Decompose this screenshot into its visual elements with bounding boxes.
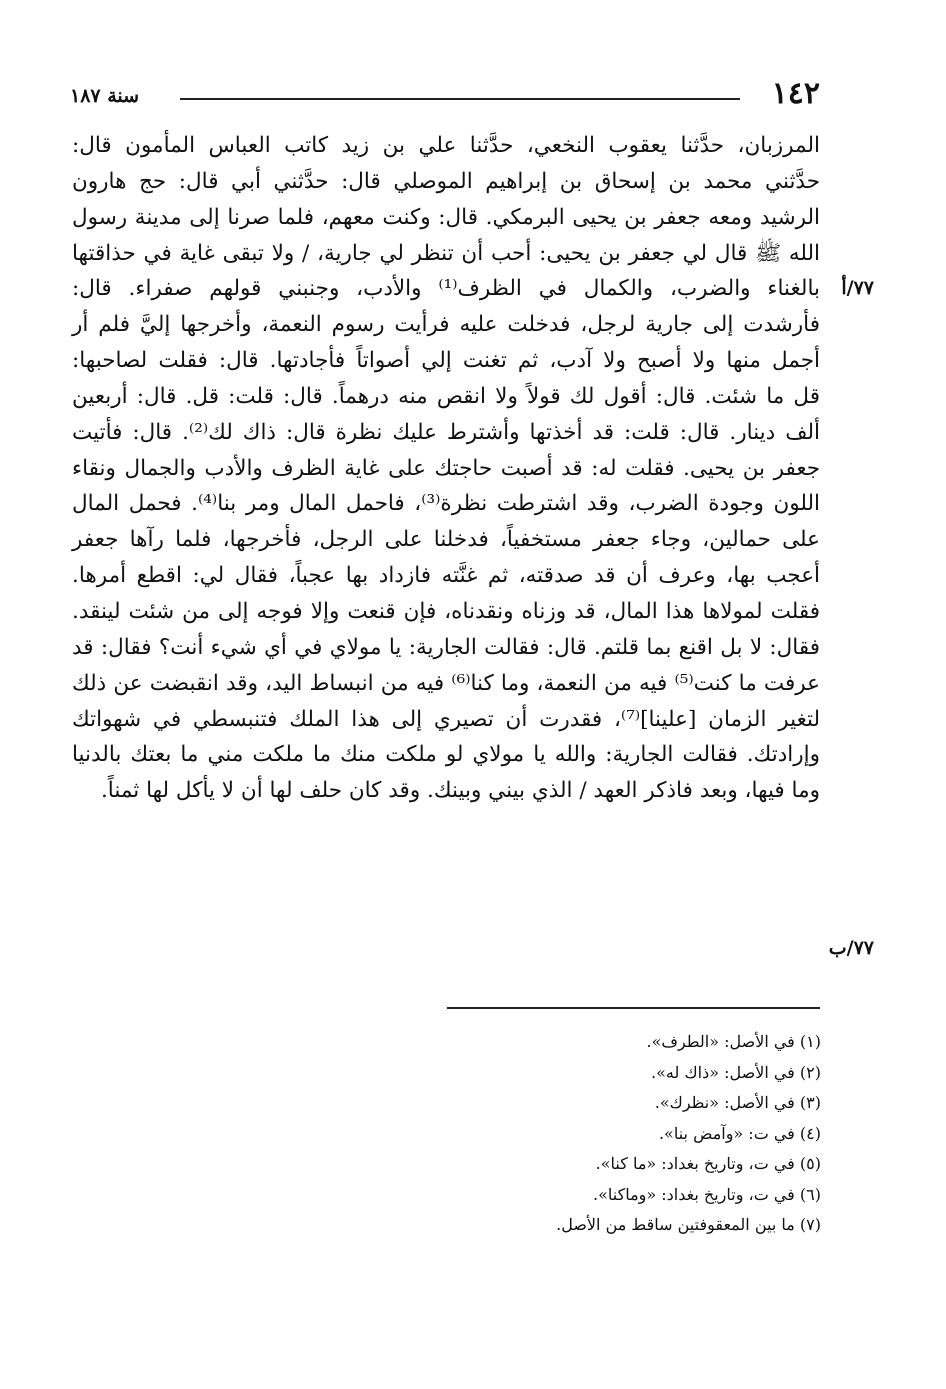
footnote: (٢) في الأصل: «ذاك له». — [651, 1062, 821, 1082]
text-line: وما فيها، وبعد فاذكر العهد / الذي بيني وبينك. وقد كان حلف لها أن لا يأكل لها ثمناً. — [100, 778, 820, 804]
footnotes — [321, 1027, 821, 1241]
text-line: اللون وجودة الضرب، وقد اشترطت نظرة⁽³⁾، فاحمل المال ومر بنا⁽⁴⁾. فحمل المال — [72, 491, 821, 517]
footnote: (٤) في ت: «وآمض بنا». — [658, 1123, 821, 1143]
text-line: ألف دينار. قال: قلت: قد أخذتها وأشترط عليك نظرة قال: ذاك لك⁽²⁾. قال: فأتيت — [72, 419, 821, 445]
running-title: سنة ١٨٧ — [70, 85, 140, 107]
text-line: لتغير الزمان [علينا]⁽⁷⁾، فقدرت أن تصيري إلى هذا الملك فتنبسطي في شهواتك — [72, 706, 820, 732]
page-header — [70, 76, 820, 116]
text-line: الله ﷺ قال لي جعفر بن يحيى: أحب أن تنظر لي جارية، / ولا تبقى غاية في حذاقتها — [72, 240, 820, 266]
text-line: أجمل منها ولا أصبح ولا آدب، ثم تغنت إلي أصواتاً فأجادتها. قال: فقلت لصاحبها: — [72, 348, 820, 374]
footnote: (٧) ما بين المعقوفتين ساقط من الأصل. — [556, 1215, 821, 1234]
margin-folio-ref: ٧٧/أ — [841, 277, 874, 299]
page-number: ١٤٢ — [771, 76, 820, 111]
text-line: فقال: لا بل اقنع بما قلتم. قال: فقالت الجارية: يا مولاي في أي شيء أنت؟ فقال: قد — [72, 634, 820, 660]
main-text — [72, 128, 820, 809]
text-line: فقلت لمولاها هذا المال، قد وزناه ونقدناه، فإن قنعت وإلا فوجه إلى من شئت لينقد. — [72, 598, 820, 624]
text-line: أعجب بها، وعرف أن قد صدقته، ثم غنَّته فازداد بها عجباً، فقال لي: اقطع أمرها. — [72, 563, 820, 589]
margin-folio-ref: ٧٧/ب — [828, 937, 874, 959]
footnote: (١) في الأصل: «الطرف». — [646, 1032, 821, 1051]
text-line: فأرشدت إلى جارية لرجل، فدخلت عليه فرأيت رسوم النعمة، وأخرجها إليَّ فلم أر — [72, 312, 820, 338]
footnote: (٥) في ت، وتاريخ بغداد: «ما كنا». — [595, 1154, 821, 1173]
text-line: جعفر بن يحيى. فقلت له: قد أصبت حاجتك على غاية الظرف والأدب والجمال ونقاء — [72, 455, 820, 481]
text-line: الرشيد ومعه جعفر بن يحيى البرمكي. قال: وكنت معهم، فلما صرنا إلى مدينة رسول — [72, 204, 820, 230]
text-line: عرفت ما كنت⁽⁵⁾ فيه من النعمة، وما كنا⁽⁶⁾ فيه من انبساط اليد، وقد انقبضت عن ذلك — [72, 670, 820, 696]
text-line: حدَّثني محمد بن إسحاق بن إبراهيم الموصلي قال: حدَّثني أبي قال: حج هارون — [72, 168, 820, 194]
header-rule — [180, 98, 740, 100]
footnote: (٣) في الأصل: «نظرك». — [654, 1093, 821, 1112]
text-line: بالغناء والضرب، والكمال في الظرف⁽¹⁾ والأدب، وجنبني قولهم صفراء. قال: — [72, 276, 820, 302]
text-line: قل ما شئت. قال: أقول لك قولاً ولا انقص منه درهماً. قال: قلت: قل. قال: أربعين — [72, 383, 820, 409]
text-line: على حمالين، وجاء جعفر مستخفياً، فدخلنا على الرجل، فأخرجها، فلما رآها جعفر — [72, 527, 820, 553]
footnote: (٦) في ت، وتاريخ بغداد: «وماكنا». — [593, 1184, 821, 1204]
footnote-rule — [447, 1007, 820, 1009]
text-line: المرزبان، حدَّثنا يعقوب النخعي، حدَّثنا علي بن زيد كاتب العباس المأمون قال: — [72, 133, 820, 158]
text-line: وإرادتك. فقالت الجارية: والله يا مولاي لو ملكت منك ما ملكت مني ما بعتك بالدنيا — [72, 742, 820, 768]
